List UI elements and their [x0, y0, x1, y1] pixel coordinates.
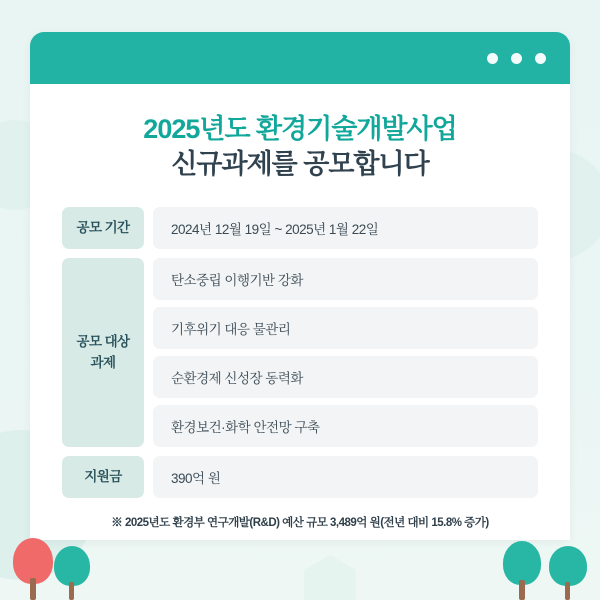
- info-row-funding: [62, 456, 538, 498]
- title-line-2: 신규과제를 공모합니다: [171, 148, 429, 179]
- decorative-hexagon: [300, 555, 360, 600]
- page-title: [62, 112, 538, 181]
- list-item: 환경보건·화학 안전망 구축: [153, 405, 538, 447]
- tree-crown: [54, 546, 90, 586]
- tree-crown: [549, 546, 587, 586]
- row-label: 공모 기간: [62, 207, 144, 249]
- row-value: 2024년 12월 19일 ~ 2025년 1월 22일: [153, 207, 538, 249]
- list-item: 기후위기 대응 물관리: [153, 307, 538, 349]
- tree-trunk: [30, 578, 36, 600]
- tree-icon: [546, 546, 590, 600]
- info-row-period: [62, 207, 538, 249]
- browser-title-bar: [30, 32, 570, 84]
- tree-crown: [503, 541, 541, 585]
- info-row-targets: [62, 258, 538, 447]
- window-dot-icon: [511, 53, 522, 64]
- tree-trunk: [519, 580, 525, 600]
- tree-icon: [10, 538, 56, 600]
- title-line-1: 2025년도 환경기술개발사업: [143, 114, 457, 144]
- card-body: [30, 84, 570, 530]
- tree-icon: [52, 546, 92, 600]
- tree-trunk: [69, 582, 74, 600]
- tree-trunk: [565, 582, 570, 600]
- footnote: ※ 2025년도 환경부 연구개발(R&D) 예산 규모 3,489억 원(전년 대비 15.8% 증가): [111, 517, 489, 530]
- window-dot-icon: [487, 53, 498, 64]
- row-label: 공모 대상 과제: [62, 258, 144, 447]
- list-item: 탄소중립 이행기반 강화: [153, 258, 538, 300]
- browser-card: [30, 32, 570, 540]
- window-dot-icon: [535, 53, 546, 64]
- list-item: 순환경제 신성장 동력화: [153, 356, 538, 398]
- tree-icon: [500, 540, 544, 600]
- row-value: 390억 원: [153, 456, 538, 498]
- row-label: 지원금: [62, 456, 144, 498]
- row-value-list: [153, 258, 538, 447]
